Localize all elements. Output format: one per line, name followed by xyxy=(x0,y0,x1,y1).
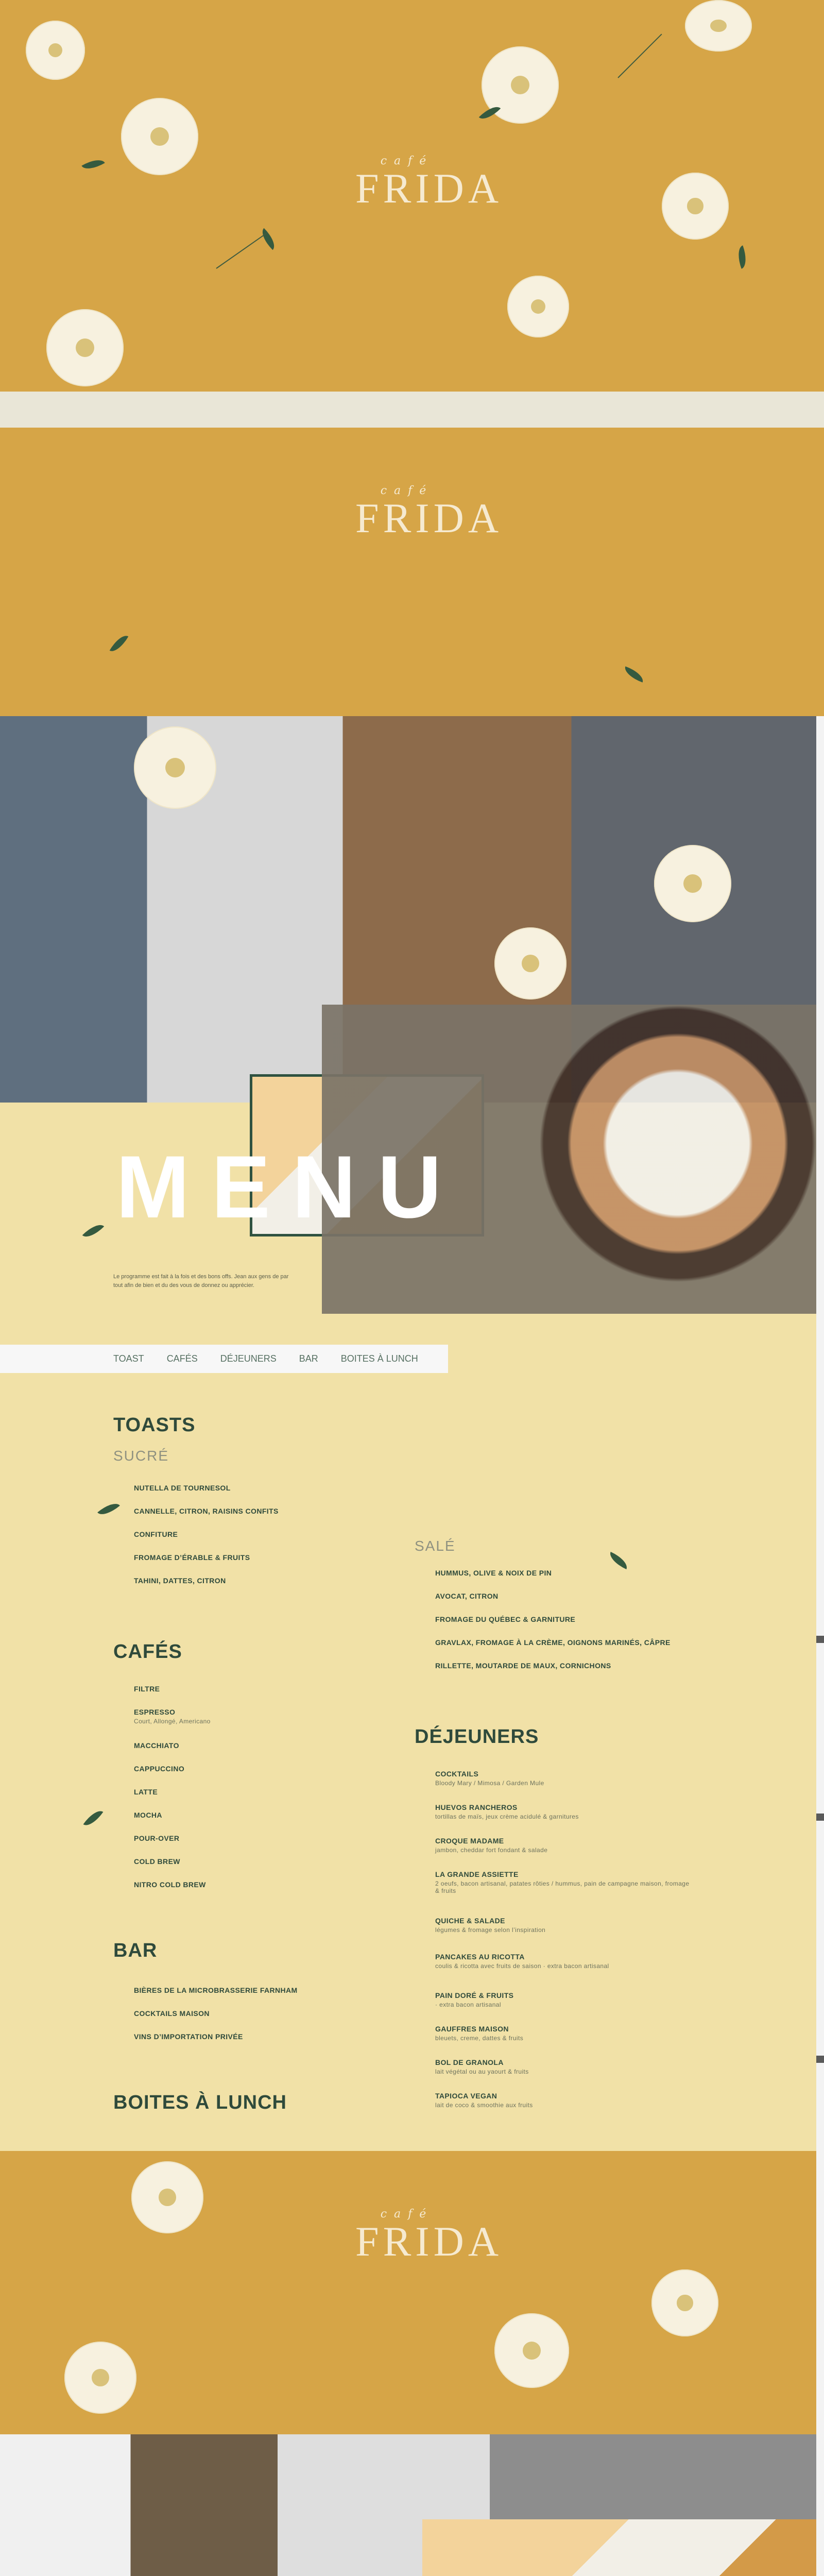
sandwich-photo xyxy=(422,2519,816,2576)
flower-decoration xyxy=(494,927,566,999)
dish-detail: Bloody Mary / Mimosa / Garden Mule xyxy=(435,1780,544,1787)
dish-name: CROQUE MADAME xyxy=(435,1837,504,1845)
menu-item: GRAVLAX, FROMAGE À LA CRÈME, OIGNONS MARINÉS, CÂPRE xyxy=(435,1638,671,1647)
flower-decoration xyxy=(685,0,752,52)
flower-decoration xyxy=(134,726,216,809)
cafe-name: FILTRE xyxy=(134,1685,160,1693)
cafe-name: MACCHIATO xyxy=(134,1741,179,1750)
flower-decoration xyxy=(494,2313,569,2388)
menu-item xyxy=(435,2058,529,2075)
menu-item xyxy=(134,1834,179,1842)
menu-item xyxy=(435,1803,579,1820)
side-handle[interactable] xyxy=(816,2056,824,2063)
cafe-name: NITRO COLD BREW xyxy=(134,1880,206,1889)
menu-item: BIÈRES DE LA MICROBRASSERIE FARNHAM xyxy=(134,1986,298,1994)
flower-decoration xyxy=(131,2161,203,2233)
menu-item xyxy=(134,1788,158,1796)
brand-logo-third xyxy=(355,2208,503,2265)
dish-detail: coulis & ricotta avec fruits de saison · extra bacon artisanal xyxy=(435,1962,609,1970)
menu-item: AVOCAT, CITRON xyxy=(435,1592,499,1600)
flower-decoration xyxy=(121,98,198,175)
menu-item: NUTELLA DE TOURNESOL xyxy=(134,1484,231,1492)
brand-logo-top xyxy=(355,155,503,212)
menu-item: TAHINI, DATTES, CITRON xyxy=(134,1577,226,1585)
menu-note: Le programme est fait à la fois et des bons offs. Jean aux gens de par tout afin de bien et du des vous de donnez ou apprécier. xyxy=(113,1274,289,1289)
divider-band xyxy=(0,392,824,428)
lunch-title: BOITES À LUNCH xyxy=(113,2092,287,2113)
cafe-name: CAPPUCCINO xyxy=(134,1765,185,1773)
menu-item xyxy=(435,1991,513,2008)
tab-dejeuners[interactable]: DÉJEUNERS xyxy=(220,1353,277,1364)
menu-item xyxy=(134,1857,180,1866)
dish-detail: · extra bacon artisanal xyxy=(435,2001,501,2008)
flower-decoration xyxy=(64,2342,136,2414)
dish-detail: légumes & fromage selon l’inspiration xyxy=(435,1926,546,1934)
flower-decoration xyxy=(651,2269,718,2336)
cafes-title: CAFÉS xyxy=(113,1641,182,1663)
menu-item xyxy=(435,1870,693,1894)
dish-detail: lait de coco & smoothie aux fruits xyxy=(435,2102,533,2109)
dish-name: PAIN DORÉ & FRUITS xyxy=(435,1991,514,1999)
menu-heading: MENU xyxy=(116,1138,464,1236)
tab-toast[interactable]: TOAST xyxy=(113,1353,144,1364)
tab-boites-lunch[interactable]: BOITES À LUNCH xyxy=(340,1353,418,1364)
bar-title: BAR xyxy=(113,1940,158,1961)
dish-name: COCKTAILS xyxy=(435,1770,479,1778)
menu-item: FROMAGE DU QUÉBEC & GARNITURE xyxy=(435,1615,576,1623)
cafe-name: POUR-OVER xyxy=(134,1834,180,1842)
dejeuners-title: DÉJEUNERS xyxy=(415,1726,539,1748)
cafe-name: MOCHA xyxy=(134,1811,162,1819)
brand-small: café xyxy=(380,484,434,497)
side-handle[interactable] xyxy=(816,1636,824,1643)
menu-item xyxy=(435,2025,523,2042)
dish-name: QUICHE & SALADE xyxy=(435,1917,505,1925)
brand-name: FRIDA xyxy=(355,2218,503,2265)
menu-item: COCKTAILS MAISON xyxy=(134,2009,210,2018)
menu-item xyxy=(435,1953,672,1970)
menu-item xyxy=(134,1811,162,1819)
menu-item xyxy=(435,2092,533,2109)
cafe-name: ESPRESSO xyxy=(134,1708,176,1716)
flower-decoration xyxy=(662,173,729,240)
brand-name: FRIDA xyxy=(355,165,503,212)
flower-decoration xyxy=(46,309,124,386)
menu-item: FROMAGE D’ÉRABLE & FRUITS xyxy=(134,1553,250,1562)
menu-tab-bar xyxy=(0,1345,448,1373)
brand-small: café xyxy=(380,2208,434,2221)
menu-item xyxy=(435,1917,545,1934)
menu-item: VINS D’IMPORTATION PRIVÉE xyxy=(134,2032,243,2041)
menu-item: HUMMUS, OLIVE & NOIX DE PIN xyxy=(435,1569,552,1577)
side-handle[interactable] xyxy=(816,1814,824,1821)
flower-decoration xyxy=(507,276,569,337)
menu-item xyxy=(435,1837,547,1854)
cafe-name: LATTE xyxy=(134,1788,158,1796)
menu-item: RILLETTE, MOUTARDE DE MAUX, CORNICHONS xyxy=(435,1662,611,1670)
dish-name: LA GRANDE ASSIETTE xyxy=(435,1870,519,1878)
dish-name: TAPIOCA VEGAN xyxy=(435,2092,497,2100)
cafe-name: COLD BREW xyxy=(134,1857,180,1866)
menu-item xyxy=(134,1708,211,1725)
flower-decoration xyxy=(654,845,731,922)
tab-bar[interactable]: BAR xyxy=(299,1353,318,1364)
brand-name: FRIDA xyxy=(355,495,503,541)
tab-cafes[interactable]: CAFÉS xyxy=(166,1353,198,1364)
menu-item xyxy=(134,1880,206,1889)
brand-logo-second xyxy=(355,484,503,541)
menu-item xyxy=(134,1741,179,1750)
dish-detail: jambon, cheddar fort fondant & salade xyxy=(435,1846,548,1854)
menu-item xyxy=(435,1770,544,1787)
dish-name: PANCAKES AU RICOTTA xyxy=(435,1953,525,1961)
hero-banner-second xyxy=(0,428,824,716)
menu-item xyxy=(134,1765,184,1773)
dish-name: HUEVOS RANCHEROS xyxy=(435,1803,518,1811)
dish-detail: lait végétal ou au yaourt & fruits xyxy=(435,2068,529,2075)
sucre-subtitle: SUCRÉ xyxy=(113,1448,169,1464)
sale-subtitle: SALÉ xyxy=(415,1538,456,1554)
menu-item xyxy=(134,1685,160,1693)
cafe-detail: Court, Allongé, Americano xyxy=(134,1718,211,1725)
flower-decoration xyxy=(26,21,85,80)
dish-detail: tortillas de maïs, jeux crème acidulé & garnitures xyxy=(435,1813,579,1820)
brand-small: café xyxy=(380,155,434,167)
toasts-title: TOASTS xyxy=(113,1414,196,1436)
dish-detail: 2 oeufs, bacon artisanal, patates rôties / hummus, pain de campagne maison, fromage & fruits xyxy=(435,1880,690,1894)
menu-item: CONFITURE xyxy=(134,1530,178,1538)
dish-name: GAUFFRES MAISON xyxy=(435,2025,509,2033)
dish-name: BOL DE GRANOLA xyxy=(435,2058,504,2066)
dish-detail: bleuets, creme, dattes & fruits xyxy=(435,2035,524,2042)
menu-item: CANNELLE, CITRON, RAISINS CONFITS xyxy=(134,1507,279,1515)
